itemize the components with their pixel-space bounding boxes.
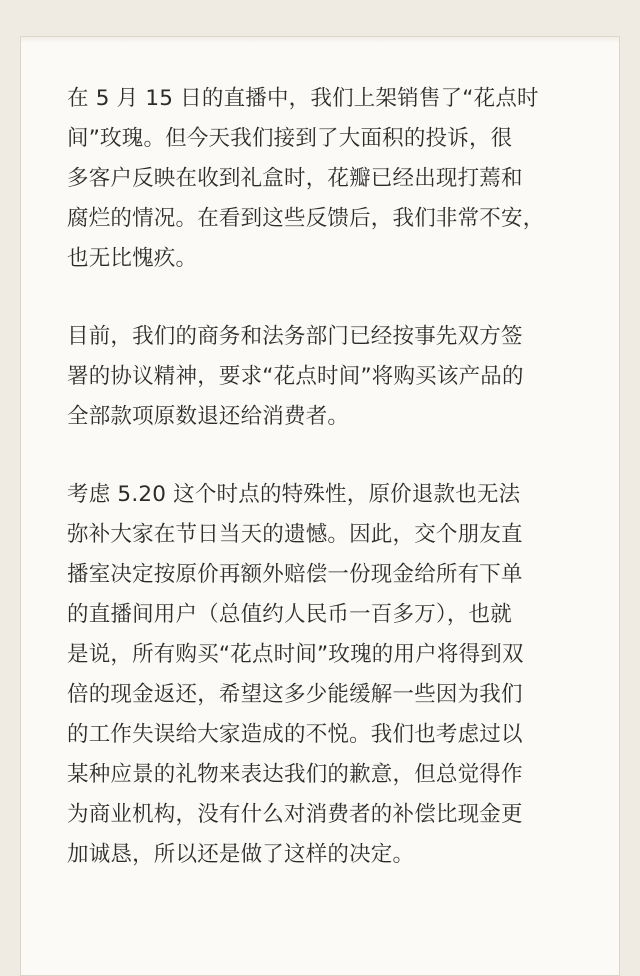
paragraph-1: [67, 79, 572, 279]
text-line: 的直播间用户（总值约人民币一百多万），也就: [67, 602, 512, 627]
text-line: 播室决定按原价再额外赔偿一份现金给所有下单: [67, 562, 523, 587]
text-line: 全部款项原数退还给消费者。: [67, 404, 350, 429]
text-line: 署的协议精神，要求“花点时间”将购买该产品的: [67, 364, 524, 389]
text-line: 加诚恳，所以还是做了这样的决定。: [67, 842, 415, 867]
text-line: 也无比愧疚。: [67, 246, 198, 271]
text-line: 的工作失误给大家造成的不悦。我们也考虑过以: [67, 722, 523, 747]
text-line: 目前，我们的商务和法务部门已经按事先双方签: [67, 324, 523, 349]
text-line: 在 5 月 15 日的直播中，我们上架销售了“花点时: [67, 86, 539, 111]
text-line: 弥补大家在节日当天的遗憾。因此，交个朋友直: [67, 522, 523, 547]
text-line: 为商业机构，没有什么对消费者的补偿比现金更: [67, 802, 523, 827]
article-body: [67, 79, 572, 913]
paragraph-2: [67, 317, 572, 437]
text-line: 腐烂的情况。在看到这些反馈后，我们非常不安，: [67, 206, 545, 231]
text-line: 考虑 5.20 这个时点的特殊性，原价退款也无法: [67, 482, 521, 507]
paragraph-3: [67, 475, 572, 875]
document-sheet: [20, 36, 620, 976]
text-line: 某种应景的礼物来表达我们的歉意，但总觉得作: [67, 762, 523, 787]
text-line: 倍的现金返还，希望这多少能缓解一些因为我们: [67, 682, 523, 707]
text-line: 是说，所有购买“花点时间”玫瑰的用户将得到双: [67, 642, 524, 667]
text-line: 多客户反映在收到礼盒时，花瓣已经出现打蔫和: [67, 166, 523, 191]
text-line: 间”玫瑰。但今天我们接到了大面积的投诉，很: [67, 126, 513, 151]
